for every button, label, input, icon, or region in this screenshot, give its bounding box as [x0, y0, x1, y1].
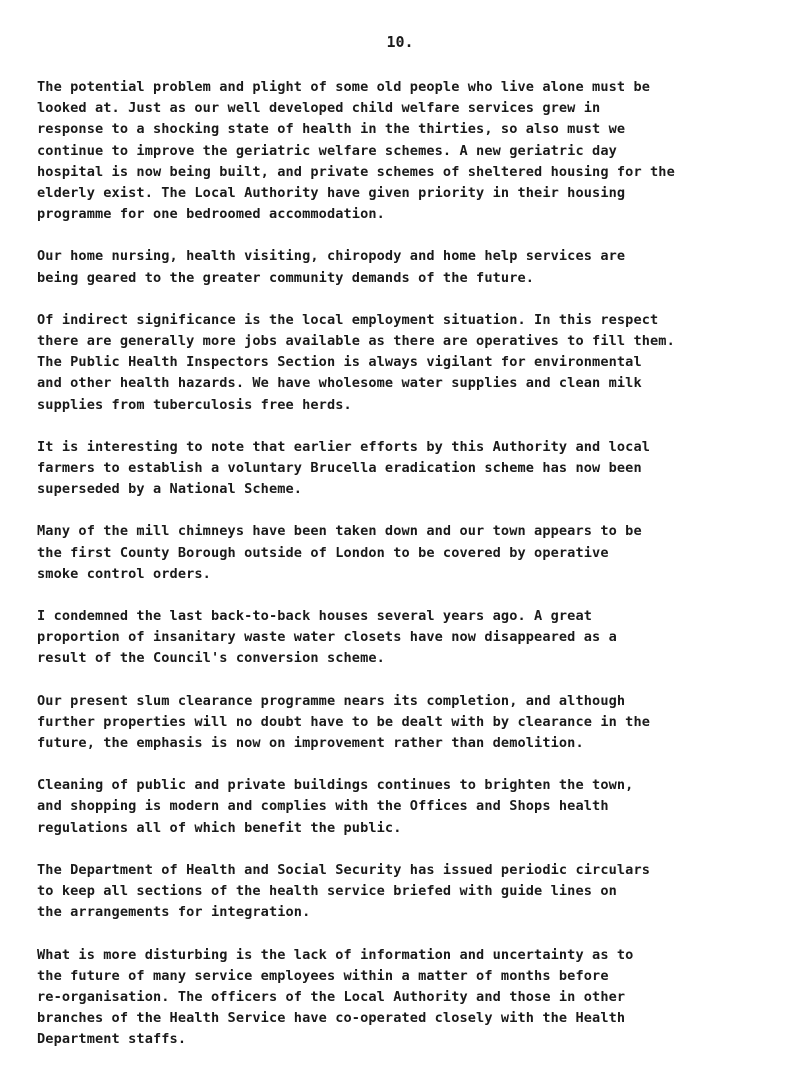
paragraph-brucella-scheme: It is interesting to note that earlier efforts by this Authority and local farmers to establish a voluntary Brucella eradication scheme has now been superseded by a National Scheme. — [37, 438, 651, 498]
paragraph-employment: Of indirect significance is the local employment situation. In this respect there are generally more jobs available as there are operatives to fill them. The Public Health Inspectors Section is always vigilant for environmental and other health hazards. We have wholesome water supplies and clean milk supplies from tuberculosis free herds. — [37, 311, 675, 413]
paragraph-slum-clearance: Our present slum clearance programme nears its completion, and although further properties will no doubt have to be dealt with by clearance in the future, the emphasis is now on improvement rather than demolition. — [37, 692, 651, 752]
paragraph-dhss-circulars: The Department of Health and Social Security has issued periodic circulars to keep all sections of the health service briefed with guide lines on the arrangements for integration. — [37, 861, 651, 921]
paragraph-back-to-back-houses: I condemned the last back-to-back houses several years ago. A great proportion of insanitary waste water closets have now disappeared as a result of the Council's conversion scheme. — [37, 608, 617, 667]
page-number: 10. — [386, 33, 414, 51]
paragraph-geriatric-welfare: The potential problem and plight of some old people who live alone must be looked at. Just as our well developed child welfare services grew in response to a shocking state of health in the thirties, so also must we continue to improve the geriatric welfare schemes. A new geriatric day hospital is now being built, and private schemes of sheltered housing for the elderly exist. The Local Authority have given priority in their housing programme for one bedroomed accommodation. — [37, 79, 675, 223]
paragraph-reorganisation: What is more disturbing is the lack of information and uncertainty as to the future of many service employees within a matter of months before re-organisation. The officers of the Local Authority and those in other branches of the Health Service have co-operated closely with the Health Department staffs. — [37, 946, 634, 1048]
body-text — [37, 77, 757, 1072]
paragraph-home-services: Our home nursing, health visiting, chiropody and home help services are being geared to the greater community demands of the future. — [37, 248, 626, 286]
paragraph-smoke-control: Many of the mill chimneys have been taken down and our town appears to be the first County Borough outside of London to be covered by operative smoke control orders. — [37, 523, 642, 582]
paragraph-cleaning-shopping: Cleaning of public and private buildings continues to brighten the town, and shopping is modern and complies with the Offices and Shops health regulations all of which benefit the public. — [37, 777, 634, 836]
